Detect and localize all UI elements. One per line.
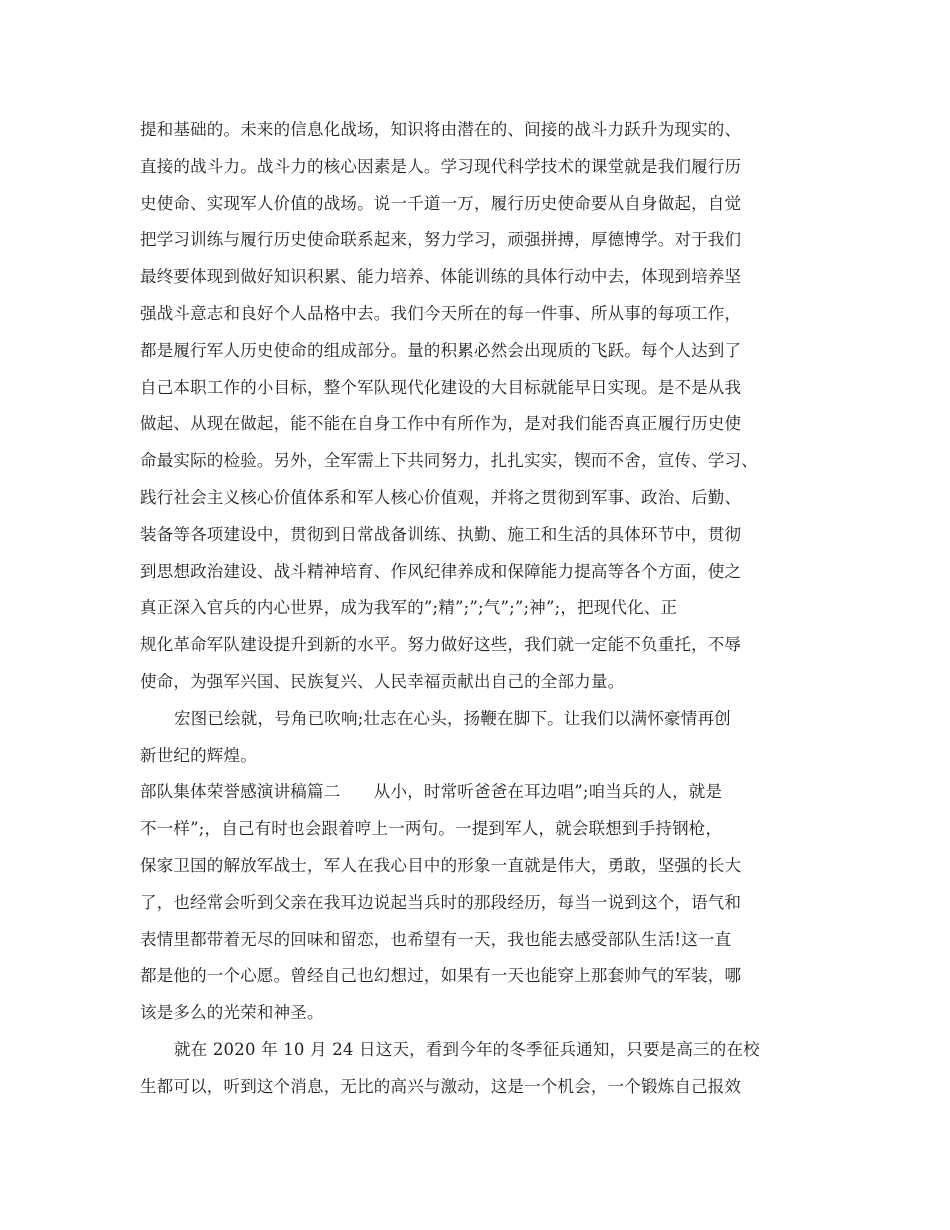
text-line: 生都可以，听到这个消息，无比的高兴与激动，这是一个机会，一个锻炼自己报效	[140, 1076, 742, 1096]
text-line: 最终要体现到做好知识积累、能力培养、体能训练的具体行动中去，体现到培养坚	[140, 267, 742, 287]
section-heading-line: 部队集体荣誉感演讲稿篇二 从小，时常听爸爸在耳边唱”;咱当兵的人，就是	[140, 782, 723, 802]
text-line: 保家卫国的解放军战士，军人在我心目中的形象一直就是伟大，勇敢，坚强的长大	[140, 855, 742, 875]
text-line: 该是多么的光荣和神圣。	[140, 1003, 324, 1023]
text-line: 到思想政治建设、战斗精神培育、作风纪律养成和保障能力提高等各个方面，使之	[140, 561, 742, 581]
text-line: 史使命、实现军人价值的战场。说一千道一万，履行历史使命要从自身做起，自觉	[140, 193, 742, 213]
text-line: 不一样”;，自己有时也会跟着哼上一两句。一提到军人，就会联想到手持钢枪，	[140, 819, 723, 839]
text-line: 新世纪的辉煌。	[140, 745, 257, 765]
text-line: 做起、从现在做起，能不能在自身工作中有所作为，是对我们能否真正履行历史使	[140, 414, 742, 434]
text-line: 强战斗意志和良好个人品格中去。我们今天所在的每一件事、所从事的每项工作，	[140, 303, 742, 323]
text-line: 提和基础的。未来的信息化战场，知识将由潜在的、间接的战斗力跃升为现实的、	[140, 120, 742, 139]
text-line: 都是他的一个心愿。曾经自己也幻想过，如果有一天也能穿上那套帅气的军装，哪	[140, 966, 742, 986]
paragraph-start-line: 宏图已绘就，号角已吹响;壮志在心头，扬鞭在脚下。让我们以满怀豪情再创	[174, 708, 731, 728]
text-line: 表情里都带着无尽的回味和留恋，也希望有一天，我也能去感受部队生活!这一直	[140, 929, 732, 949]
text-line: 真正深入官兵的内心世界，成为我军的”;精”;”;气”;”;神”;，把现代化、正	[140, 598, 678, 618]
text-line: 都是履行军人历史使命的组成部分。量的积累必然会出现质的飞跃。每个人达到了	[140, 340, 742, 360]
text-line: 践行社会主义核心价值体系和军人核心价值观，并将之贯彻到军事、政治、后勤、	[140, 487, 742, 507]
text-line: 命最实际的检验。另外，全军需上下共同努力，扎扎实实，锲而不舍，宣传、学习、	[140, 451, 758, 471]
text-line: 装备等各项建设中，贯彻到日常战备训练、执勤、施工和生活的具体环节中，贯彻	[140, 524, 742, 544]
text-line: 把学习训练与履行历史使命联系起来，努力学习，顽强拼搏，厚德博学。对于我们	[140, 230, 742, 250]
text-line: 规化革命军队建设提升到新的水平。努力做好这些，我们就一定能不负重托，不辱	[140, 635, 742, 655]
text-line: 自己本职工作的小目标，整个军队现代化建设的大目标就能早日实现。是不是从我	[140, 377, 742, 397]
text-line: 了，也经常会听到父亲在我耳边说起当兵时的那段经历，每当一说到这个，语气和	[140, 892, 742, 912]
text-line: 使命，为强军兴国、民族复兴、人民幸福贡献出自己的全部力量。	[140, 671, 625, 691]
paragraph-start-line: 就在 2020 年 10 月 24 日这天，看到今年的冬季征兵通知，只要是高三的在校	[174, 1039, 760, 1059]
document-body	[140, 112, 830, 1106]
text-line: 直接的战斗力。战斗力的核心因素是人。学习现代科学技术的课堂就是我们履行历	[140, 156, 742, 176]
